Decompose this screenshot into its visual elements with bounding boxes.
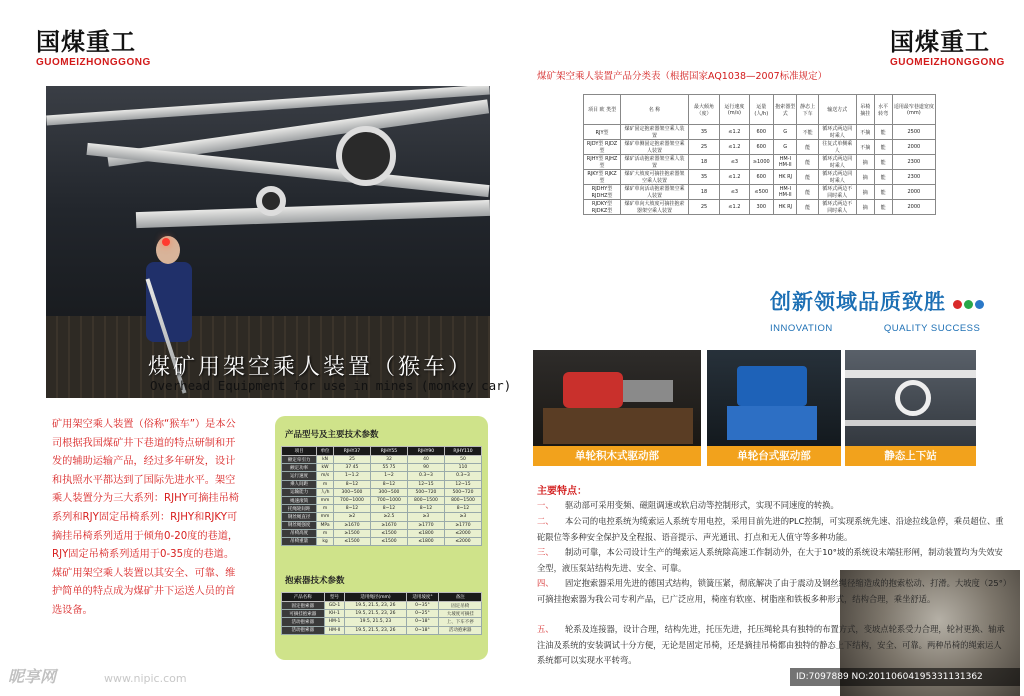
table-row <box>584 140 936 155</box>
gallery-label: 静态上下站 <box>845 446 976 466</box>
table-cell: 不能 <box>797 125 818 140</box>
table-cell: 能 <box>797 170 818 185</box>
table-cell: ≤1.2 <box>720 140 749 155</box>
table-cell: 2300 <box>892 170 935 185</box>
table-cell: 35 <box>688 170 719 185</box>
innovation-slogan <box>770 286 984 335</box>
table-cell: RJDKY型 RJDKZ型 <box>584 200 621 215</box>
table-cell: 能 <box>797 140 818 155</box>
feature-item <box>537 622 1007 669</box>
spec-header: 运行速度(m/s) <box>720 95 749 125</box>
image-id-bar: ID:7097889 NO:20110604195331131362 <box>790 668 1020 686</box>
main-photo-title: 煤矿用架空乘人装置（猴车） <box>148 355 474 380</box>
watermark-url: www.nipic.com <box>104 672 187 685</box>
clamp-table: 产品名称 型号 适用绳径(mm) 适用坡度° 备注 固定抱索器 GD-1 19.5, 21.5, 23, 26 0~35° 固定吊椅 可摘挂抱索器 KH-1 19.5, 21.5, 23, 26 0~25° 大坡度可摘挂 活动抱索器 HM-1 19.5, 21.5, 23 0~18° 上、下车不停 活动抱索器 HM-II 19.5, 21.5, 23, 26 0~18° 活动抱索器 <box>281 592 482 635</box>
gallery-item <box>533 350 701 466</box>
feature-item <box>537 498 1007 514</box>
table-cell: ≤1.2 <box>720 125 749 140</box>
table-cell: 能 <box>874 185 892 200</box>
table-cell: 循环式两边同时乘人 <box>818 125 856 140</box>
table-cell: HK RJ <box>774 170 797 185</box>
table-cell: 2500 <box>892 125 935 140</box>
table-cell: 600 <box>749 170 773 185</box>
table-cell: 18 <box>688 185 719 200</box>
table-cell: 能 <box>874 170 892 185</box>
table-row <box>584 185 936 200</box>
feature-item <box>537 545 1007 576</box>
spec-header: 抱索器型式 <box>774 95 797 125</box>
table-cell: 2000 <box>892 200 935 215</box>
table-cell: 能 <box>874 125 892 140</box>
intro-paragraph: 矿用架空乘人装置（俗称“猴车”）是本公司根据我国煤矿井下巷道的特点研制和开发的辅助运输产品，经过多年研发，设计和执照水平都达到了国际先进水平。架空乘人装置分为三大系列：RJHY可摘挂吊椅系列和RJY固定吊椅系列：RJHY和RJKY可摘挂吊椅系列适用于倾角0-20度的巷道，RJY固定吊椅系列适用于0-35度的巷道。煤矿用架空乘人装置以其安全、可靠、维护简单的特点成为煤矿井下运送人员的首选设备。 <box>52 419 239 616</box>
table-cell: 循环式两边同时乘人 <box>818 155 856 170</box>
panel-title-params: 产品型号及主要技术参数 <box>285 430 379 440</box>
spec-header: 吊椅摘挂 <box>856 95 874 125</box>
watermark-site: 昵享网 <box>8 667 57 686</box>
table-cell: 煤矿固定抱索器架空乘人装置 <box>621 125 689 140</box>
spec-header: 输送方式 <box>818 95 856 125</box>
table-cell: 摘 <box>856 185 874 200</box>
brand-name-cn: 国煤重工 <box>36 28 136 56</box>
table-cell: RJKY型 RJKZ型 <box>584 170 621 185</box>
params-table: 项目 单位 RJHY37 RJHY55 RJHY90 RJHY110 额定牵引力 kN 25 32 40 50 额定功率 kW 37 45 55 75 90 110 运行速度 m/s 1~1.2 1~2 0.3~3 0.3~3 乘人间距 m 8~12 8~12 12~15 12~15 运输能力 人/h 300~500 300~500 500~720 500~720 绳速滚筒 mm 700~1000 700~1000 800~1500 800~1500 托绳轮间距 m 8~12 8~12 8~12 8~12 钢丝绳直径 mm ≥2 ≥2.5 ≥3 ≥3 钢丝绳强度 MPa ≥1670 ≥1670 ≥1770 ≥1770 吊椅高度 m ≥1500 ≤1500 ≤1800 ≤2000 吊椅重量 kg ≤1500 ≤1500 ≤1800 ≤2000 <box>281 446 482 546</box>
table-cell: HM-I HM-II <box>774 155 797 170</box>
table-cell: ≤3 <box>720 155 749 170</box>
table-cell: ≥1000 <box>749 155 773 170</box>
parameter-panel <box>275 416 488 660</box>
slogan-cn: 创新领域品质致胜 <box>770 289 946 314</box>
table-cell: 循环式两边不同时乘人 <box>818 200 856 215</box>
features-heading: 主要特点： <box>537 486 587 497</box>
table-cell: 煤矿单侧固定抱索器架空乘人装置 <box>621 140 689 155</box>
table-cell: RJDHY型 RJDHZ型 <box>584 185 621 200</box>
table-cell: 摘 <box>856 200 874 215</box>
table-row <box>584 170 936 185</box>
table-cell: 摘 <box>856 170 874 185</box>
brand-name-cn: 国煤重工 <box>890 28 990 56</box>
table-cell: 不摘 <box>856 140 874 155</box>
table-cell: 煤矿大坡度可摘挂抱索器架空乘人装置 <box>621 170 689 185</box>
table-cell: 600 <box>749 125 773 140</box>
table-cell: 25 <box>688 140 719 155</box>
feature-number: 二、 <box>537 516 554 526</box>
main-photo-subtitle: Overhead Equipment for use in mines (monkey car) <box>150 378 512 393</box>
table-cell: 25 <box>688 200 719 215</box>
gallery-label: 单轮积木式驱动部 <box>533 446 701 466</box>
table-cell: ≤500 <box>749 185 773 200</box>
table-cell: 煤矿单向大坡度可摘挂抱索器架空乘人装置 <box>621 200 689 215</box>
table-cell: HK RJ <box>774 200 797 215</box>
gallery-item <box>707 350 841 466</box>
spec-table <box>583 94 936 215</box>
table-cell: 能 <box>797 185 818 200</box>
table-cell: 循环式两边不同时乘人 <box>818 185 856 200</box>
table-cell: RJHY型 RJHZ型 <box>584 155 621 170</box>
table-cell: 2300 <box>892 155 935 170</box>
table-cell: 能 <box>797 155 818 170</box>
table-cell: 能 <box>874 155 892 170</box>
spec-header: 运量(人/h) <box>749 95 773 125</box>
table-cell: HM-I HM-II <box>774 185 797 200</box>
spec-header: 名 称 <box>621 95 689 125</box>
feature-text: 固定抱索器采用先进的德国式结构，锁簧压紧，彻底解决了由于震动及钢丝绳径缩造成的抱索松动、打滑。大坡度（25°）可摘挂抱索器为我公司专利产品，已广泛应用，椅座有软座、树脂座和铁板多种形式，结构合理，乘坐舒适。 <box>537 578 1007 604</box>
table-cell: 摘 <box>856 155 874 170</box>
feature-item <box>537 514 1007 545</box>
table-cell: 能 <box>874 140 892 155</box>
feature-text: 本公司的电控系统为缆索运人系统专用电控，采用目前先进的PLC控制，可实现系统先速、沿途拉线急停，乘员超位、重砣限位等多种安全保护及全程报、语音提示、声光通讯、打点和无人值守等多种功能。 <box>537 516 1004 542</box>
table-cell: RJDY型 RJDZ型 <box>584 140 621 155</box>
table-cell: ≤1.2 <box>720 170 749 185</box>
feature-text: 轮系及连接器，设计合理，结构先进，托压先进，托压绳轮具有独特的布置方式，变坡点轮系受力合理，轮衬更换、轴承注油及系统的安装调试十分方便，无论是固定吊椅，还是摘挂吊椅都由独特的静态上下结构，安全、可靠。两种吊椅的绳索运人系统都可以实现水平转弯。 <box>537 624 1005 665</box>
spec-header: 适用最窄巷道宽度(mm) <box>892 95 935 125</box>
table-cell: 300 <box>749 200 773 215</box>
table-cell: G <box>774 140 797 155</box>
table-row <box>584 125 936 140</box>
green-dot-icon <box>964 300 973 309</box>
table-cell: ≤3 <box>720 185 749 200</box>
table-cell: 不摘 <box>856 125 874 140</box>
slogan-en-left: INNOVATION <box>770 323 833 334</box>
table-cell: 煤矿单向活动抱索器架空乘人装置 <box>621 185 689 200</box>
table-cell: 2000 <box>892 185 935 200</box>
table-cell: 18 <box>688 155 719 170</box>
table-cell: 循环式两边同时乘人 <box>818 170 856 185</box>
spec-header: 静态上下车 <box>797 95 818 125</box>
table-row <box>584 155 936 170</box>
feature-number: 一、 <box>537 500 554 510</box>
table-cell: G <box>774 125 797 140</box>
table-cell: 600 <box>749 140 773 155</box>
spec-header: 水平转弯 <box>874 95 892 125</box>
feature-number: 五、 <box>537 624 554 634</box>
table-cell: 往复式单侧乘人 <box>818 140 856 155</box>
gallery-label: 单轮台式驱动部 <box>707 446 841 466</box>
table-row <box>584 200 936 215</box>
red-dot-icon <box>953 300 962 309</box>
feature-text: 驱动部可采用变频、磁阻调速或软启动等控制形式，实现不同速度的转换。 <box>565 500 839 510</box>
table-cell: 能 <box>797 200 818 215</box>
spec-header: 最大倾角（度） <box>688 95 719 125</box>
table-cell: 煤矿活动抱索器架空乘人装置 <box>621 155 689 170</box>
brand-logo-left <box>36 22 151 68</box>
brand-name-en: GUOMEIZHONGGONG <box>890 57 1005 68</box>
table-cell: 35 <box>688 125 719 140</box>
spec-header: 项目 欧 类型 <box>584 95 621 125</box>
table-cell: ≤1.2 <box>720 200 749 215</box>
brand-name-en: GUOMEIZHONGGONG <box>36 57 151 68</box>
blue-dot-icon <box>975 300 984 309</box>
slogan-en-right: QUALITY SUCCESS <box>883 323 981 334</box>
feature-number: 三、 <box>537 547 554 557</box>
feature-number: 四、 <box>537 578 554 588</box>
table-cell: 能 <box>874 200 892 215</box>
table-cell: 2000 <box>892 140 935 155</box>
feature-text: 制动可靠，本公司设计生产的绳索运人系统除高速工作制动外，在大于10°坡的系统设末端驻形闸，制动装置均为失效安全型，液压泵站结构先进、安全、可靠。 <box>537 547 1003 573</box>
gallery-item <box>845 350 976 466</box>
table-cell: RJY型 <box>584 125 621 140</box>
feature-item <box>537 576 1007 607</box>
brand-logo-right <box>890 22 1005 68</box>
panel-title-clamp: 抱索器技术参数 <box>285 576 345 586</box>
spec-table-caption: 煤矿架空乘人装置产品分类表（根据国家AQ1038—2007标准规定） <box>537 71 828 82</box>
